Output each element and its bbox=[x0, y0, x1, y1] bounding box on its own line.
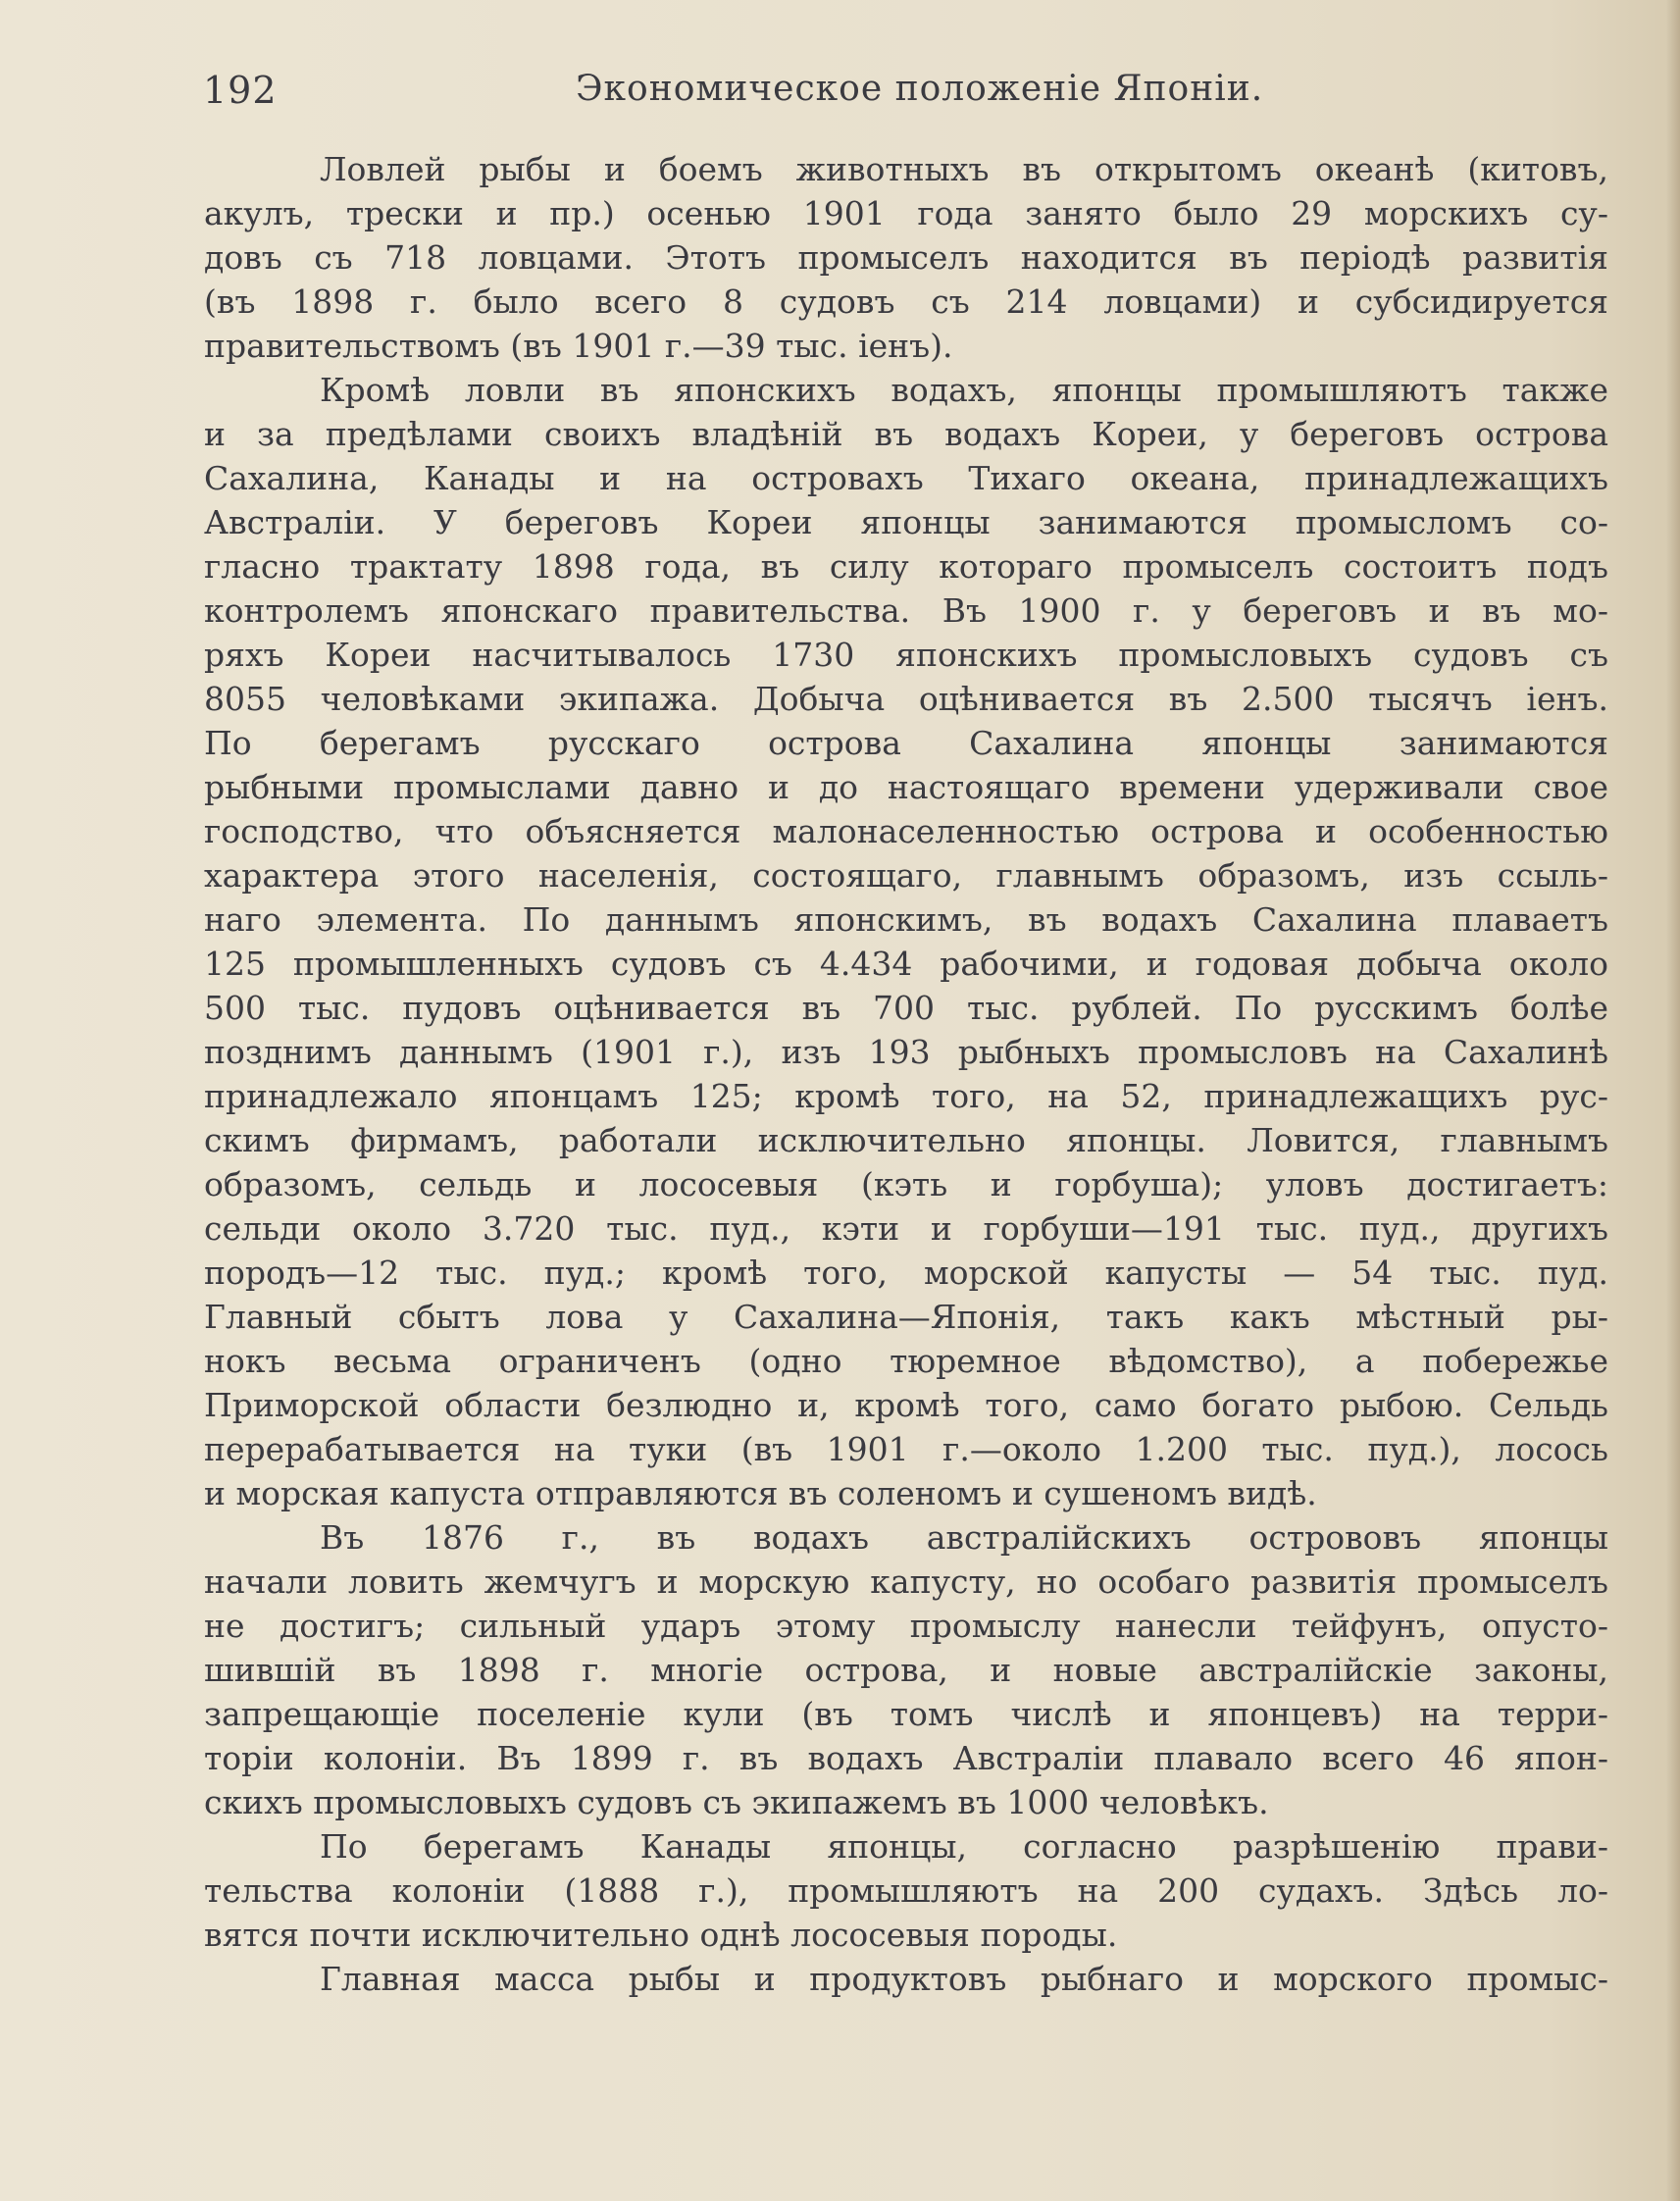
body-text bbox=[204, 147, 1608, 2001]
text-line: принадлежало японцамъ 125; кромѣ того, на 52, принадлежащихъ рус- bbox=[204, 1077, 1608, 1115]
text-line: начали ловить жемчугъ и морскую капусту, но особаго развитія промыселъ bbox=[204, 1562, 1608, 1601]
text-line: ряхъ Кореи насчитывалось 1730 японскихъ промысловыхъ судовъ съ bbox=[204, 636, 1608, 674]
text-line: вятся почти исключительно однѣ лососевыя породы. bbox=[204, 1916, 1118, 1954]
text-line: акулъ, трески и пр.) осенью 1901 года занято было 29 морскихъ су- bbox=[204, 194, 1608, 232]
paragraph bbox=[204, 147, 1608, 368]
text-line: позднимъ даннымъ (1901 г.), изъ 193 рыбныхъ промысловъ на Сахалинѣ bbox=[204, 1033, 1608, 1071]
text-line: По берегамъ Канады японцы, согласно разрѣшенію прави- bbox=[320, 1827, 1608, 1866]
text-line: контролемъ японскаго правительства. Въ 1900 г. у береговъ и въ мо- bbox=[204, 591, 1608, 630]
text-line: Сахалина, Канады и на островахъ Тихаго океана, принадлежащихъ bbox=[204, 459, 1608, 497]
page-edge-shadow bbox=[1666, 0, 1680, 2201]
text-line: торіи колоніи. Въ 1899 г. въ водахъ Австраліи плавало всего 46 япон- bbox=[204, 1739, 1608, 1777]
text-line: скимъ фирмамъ, работали исключительно японцы. Ловится, главнымъ bbox=[204, 1121, 1608, 1159]
text-line: 500 тыс. пудовъ оцѣнивается въ 700 тыс. рублей. По русскимъ болѣе bbox=[204, 989, 1608, 1027]
running-title: Экономическое положеніе Японіи. bbox=[576, 69, 1264, 109]
paragraph bbox=[204, 368, 1608, 1515]
page-number: 192 bbox=[203, 69, 278, 112]
text-line: Ловлей рыбы и боемъ животныхъ въ открытомъ океанѣ (китовъ, bbox=[320, 150, 1608, 188]
text-line: тельства колоніи (1888 г.), промышляютъ на 200 судахъ. Здѣсь ло- bbox=[204, 1871, 1608, 1910]
text-line: скихъ промысловыхъ судовъ съ экипажемъ въ 1000 человѣкъ. bbox=[204, 1783, 1269, 1821]
text-line: перерабатывается на туки (въ 1901 г.—около 1.200 тыс. пуд.), лосось bbox=[204, 1430, 1608, 1468]
text-line: образомъ, сельдь и лососевыя (кэть и горбуша); уловъ достигаетъ: bbox=[204, 1165, 1608, 1203]
text-line: Въ 1876 г., въ водахъ австралійскихъ острововъ японцы bbox=[320, 1518, 1608, 1557]
text-line: гласно трактату 1898 года, въ силу котораго промыселъ состоитъ подъ bbox=[204, 547, 1608, 586]
text-line: породъ—12 тыс. пуд.; кромѣ того, морской капусты — 54 тыс. пуд. bbox=[204, 1254, 1608, 1292]
text-line: не достигъ; сильный ударъ этому промыслу нанесли тейфунъ, опусто- bbox=[204, 1607, 1608, 1645]
text-line: 125 промышленныхъ судовъ съ 4.434 рабочими, и годовая добыча около bbox=[204, 945, 1608, 983]
text-line: рыбными промыслами давно и до настоящаго времени удерживали свое bbox=[204, 768, 1608, 806]
text-line: Приморской области безлюдно и, кромѣ того, само богато рыбою. Сельдь bbox=[204, 1386, 1608, 1424]
paragraph bbox=[204, 1957, 1608, 2001]
text-line: наго элемента. По даннымъ японскимъ, въ водахъ Сахалина плаваетъ bbox=[204, 900, 1608, 939]
text-line: правительствомъ (въ 1901 г.—39 тыс. іенъ). bbox=[204, 327, 953, 365]
text-line: запрещающіе поселеніе кули (въ томъ числѣ и японцевъ) на терри- bbox=[204, 1695, 1608, 1733]
text-line: шившій въ 1898 г. многіе острова, и новые австралійскіе законы, bbox=[204, 1651, 1608, 1689]
text-line: По берегамъ русскаго острова Сахалина японцы занимаются bbox=[204, 724, 1608, 762]
text-line: Главный сбытъ лова у Сахалина—Японія, такъ какъ мѣстный ры- bbox=[204, 1298, 1608, 1336]
text-line: 8055 человѣками экипажа. Добыча оцѣнивается въ 2.500 тысячъ іенъ. bbox=[204, 680, 1608, 718]
text-line: Австраліи. У береговъ Кореи японцы занимаются промысломъ со- bbox=[204, 503, 1608, 541]
page-header bbox=[203, 69, 1608, 118]
text-line: Главная масса рыбы и продуктовъ рыбнаго и морского промыс- bbox=[320, 1960, 1608, 1998]
text-line: характера этого населенія, состоящаго, главнымъ образомъ, изъ ссыль- bbox=[204, 856, 1608, 895]
text-line: господство, что объясняется малонаселенностью острова и особенностью bbox=[204, 812, 1608, 850]
text-line: Кромѣ ловли въ японскихъ водахъ, японцы промышляютъ также bbox=[320, 371, 1608, 409]
text-line: и морская капуста отправляются въ соленомъ и сушеномъ видѣ. bbox=[204, 1474, 1317, 1512]
text-line: довъ съ 718 ловцами. Этотъ промыселъ находится въ періодѣ развитія bbox=[204, 238, 1608, 277]
paragraph bbox=[204, 1824, 1608, 1957]
text-line: и за предѣлами своихъ владѣній въ водахъ Кореи, у береговъ острова bbox=[204, 415, 1608, 453]
text-line: сельди около 3.720 тыс. пуд., кэти и горбуши—191 тыс. пуд., другихъ bbox=[204, 1209, 1608, 1248]
paragraph bbox=[204, 1515, 1608, 1824]
text-line: (въ 1898 г. было всего 8 судовъ съ 214 ловцами) и субсидируется bbox=[204, 282, 1608, 321]
text-line: нокъ весьма ограниченъ (одно тюремное вѣдомство), а побережье bbox=[204, 1342, 1608, 1380]
